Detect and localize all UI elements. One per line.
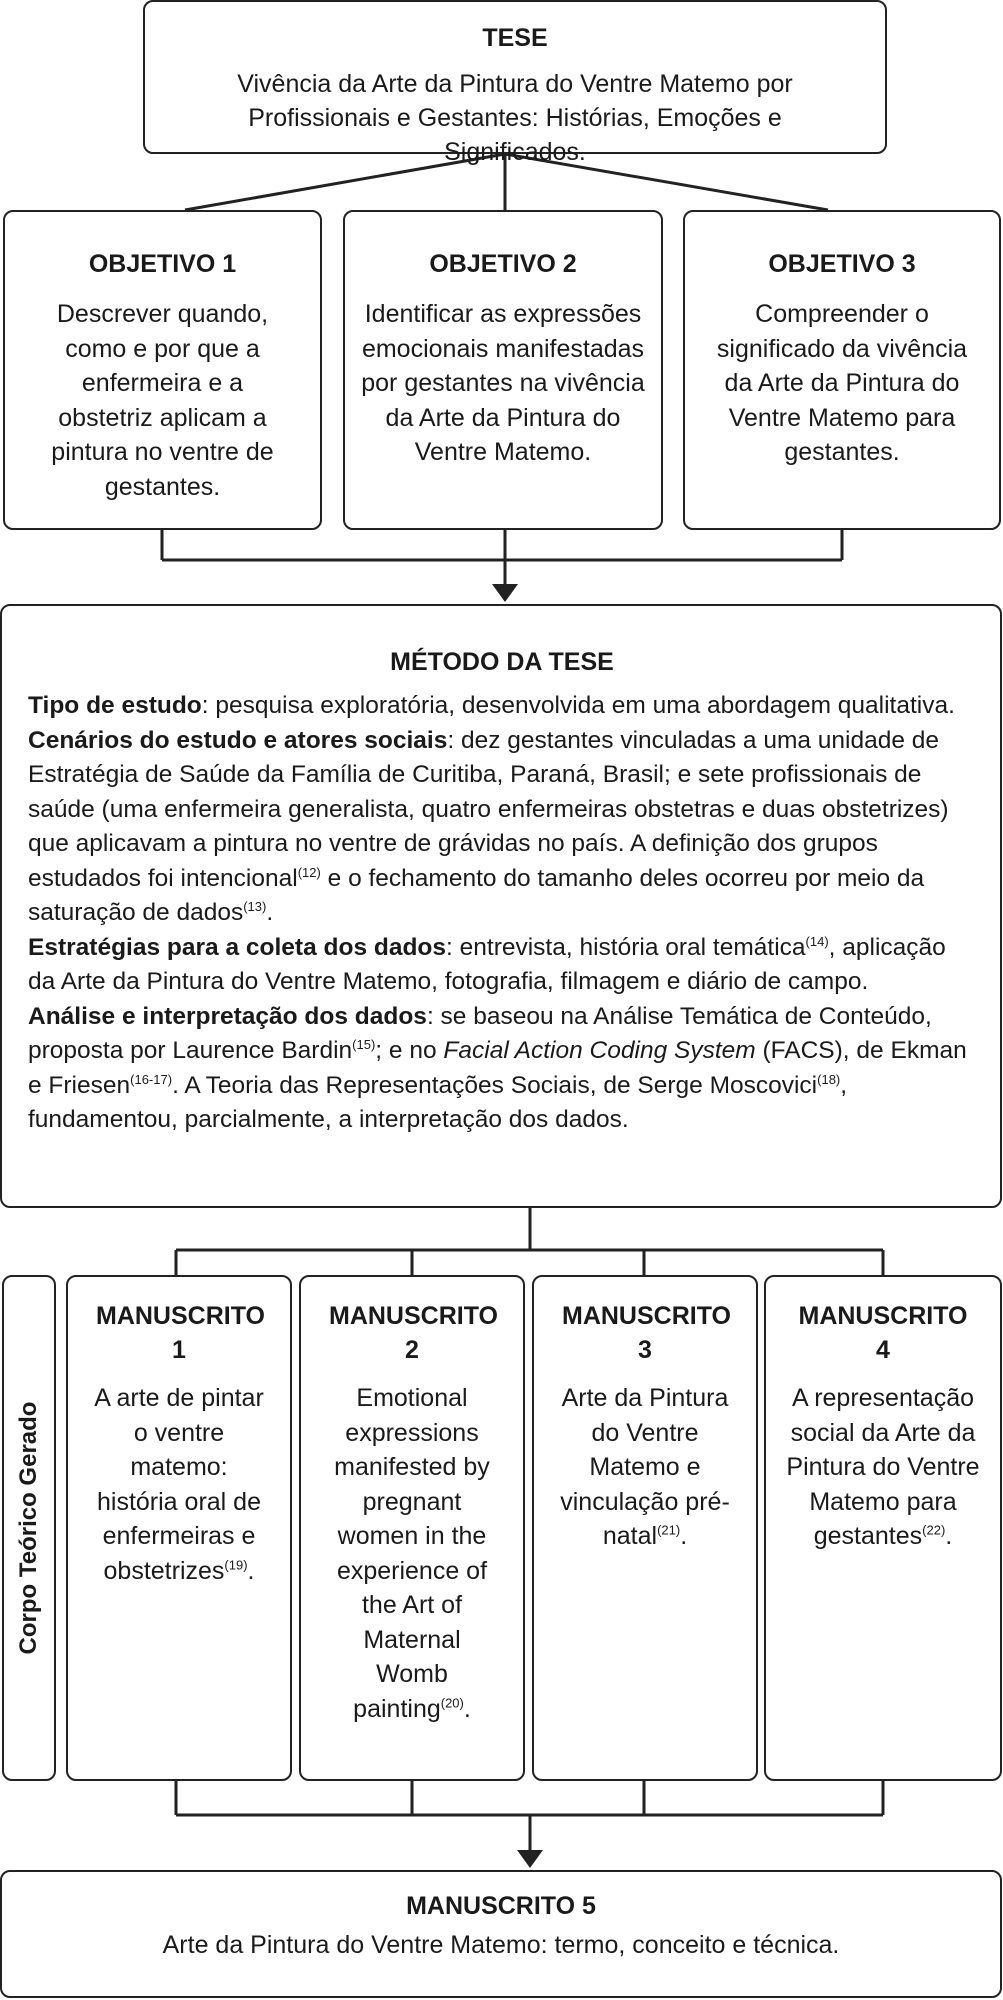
metodo-analise-text-2: ; e no: [375, 1037, 444, 1064]
manuscrito-3-box: [532, 1275, 758, 1781]
metodo-box: [0, 604, 1002, 1208]
metodo-analise-text-3: (FACS), de Ekman e Friesen: [28, 1037, 967, 1099]
manuscrito-2-text: [309, 1381, 515, 1726]
objetivo-3-box: [683, 210, 1001, 530]
tese-box: [143, 0, 887, 166]
manuscrito-5-title: MANUSCRITO 5: [406, 1892, 596, 1920]
manuscrito-1-end: .: [247, 1556, 255, 1585]
ref-14: (14): [805, 933, 829, 949]
metodo-cenarios-paragraph: [28, 724, 976, 931]
manuscrito-3-text: [542, 1381, 748, 1554]
corpo-teorico-label: Corpo Teórico Gerado: [15, 1401, 42, 1655]
metodo-analise-italic: Facial Action Coding System: [443, 1037, 756, 1064]
metodo-estrategias-text-2: , aplicação da Arte da Pintura do Ventre Matemo, fotografia, filmagem e diário de campo.: [28, 933, 946, 995]
manuscrito-2-box: [299, 1275, 525, 1781]
ref-22: (22): [922, 1522, 946, 1538]
metodo-analise-text-5: , fundamentou, parcialmente, a interpretação dos dados.: [28, 1071, 848, 1133]
manuscrito-5-box: [0, 1870, 1002, 1998]
manuscrito-4-text: [774, 1381, 992, 1554]
metodo-cenarios-text-1: : dez gestantes vinculadas a uma unidade de Estratégia de Saúde da Família de Curitiba, Paraná, Brasil; e sete profissionais de saúde (uma enfermeira generalista, quatro enfermeiras obstetras e duas obstetrizes) que aplicavam a pintura no ventre de grávidas no país. A definição dos grupos estudados foi intencional: [28, 726, 949, 892]
metodo-tipo-text: : pesquisa exploratória, desenvolvida em uma abordagem qualitativa.: [201, 692, 955, 719]
arrow-to-man5-icon: [517, 1850, 543, 1868]
objetivo-2-box: [343, 210, 663, 530]
manuscrito-1-title: MANUSCRITO 1: [96, 1302, 265, 1364]
ref-20: (20): [440, 1695, 464, 1711]
metodo-cenarios-text-2: e o fechamento do tamanho deles ocorreu por meio da saturação de dados: [28, 864, 925, 926]
metodo-tipo-label: Tipo de estudo: [28, 692, 202, 719]
manuscrito-2-body: Emotional expressions manifested by pregnant women in the experience of the Art of Maternal Womb painting: [334, 1384, 490, 1723]
ref-13: (13): [243, 898, 267, 914]
metodo-analise-paragraph: [28, 1000, 976, 1138]
objetivo-2-text: Identificar as expressões emocionais manifestadas por gestantes na vivência da Arte da Pintura do Ventre Matemo.: [361, 300, 645, 466]
manuscrito-4-body: A representação social da Arte da Pintura do Ventre Matemo para gestantes: [786, 1384, 980, 1550]
manuscrito-1-text: [76, 1381, 282, 1588]
manuscrito-2-end: .: [463, 1694, 471, 1723]
ref-15: (15): [352, 1036, 376, 1052]
objetivo-3-title: OBJETIVO 3: [768, 250, 916, 278]
metodo-estrategias-label: Estratégias para a coleta dos dados: [28, 933, 447, 961]
metodo-analise-text-4: . A Teoria das Representações Sociais, de Serge Moscovici: [172, 1071, 818, 1099]
metodo-estrategias-paragraph: [28, 931, 976, 1000]
objetivo-1-title: OBJETIVO 1: [88, 250, 237, 278]
manuscrito-3-title: MANUSCRITO 3: [562, 1302, 731, 1364]
manuscrito-4-end: .: [945, 1522, 953, 1550]
arrow-to-metodo-icon: [492, 584, 518, 602]
tese-title: TESE: [482, 24, 548, 52]
metodo-title: MÉTODO DA TESE: [390, 648, 614, 676]
manuscrito-3-body: Arte da Pintura do Ventre Matemo e vinculação pré-natal: [560, 1384, 730, 1550]
metodo-estrategias-text-1: : entrevista, história oral temática: [446, 933, 806, 961]
objetivo-3-text: Compreender o significado da vivência da Arte da Pintura do Ventre Matemo para gestantes.: [716, 300, 968, 466]
manuscrito-2-title: MANUSCRITO 2: [329, 1302, 498, 1364]
ref-16-17: (16-17): [130, 1071, 173, 1087]
ref-19: (19): [224, 1557, 248, 1573]
metodo-cenarios-label: Cenários do estudo e atores sociais: [28, 726, 448, 754]
metodo-analise-label: Análise e interpretação dos dados: [28, 1002, 427, 1030]
manuscrito-4-box: [764, 1275, 1002, 1781]
manuscrito-1-box: [66, 1275, 292, 1781]
objetivo-2-title: OBJETIVO 2: [429, 250, 577, 278]
objetivo-1-text: Descrever quando, como e por que a enfermeira e a obstetriz aplicam a pintura no ventre de gestantes.: [51, 300, 274, 501]
metodo-tipo-paragraph: [28, 689, 976, 724]
objetivo-1-box: [3, 210, 322, 530]
manuscrito-1-body: A arte de pintar o ventre matemo: história oral de enfermeiras e obstetrizes: [94, 1384, 264, 1585]
manuscrito-3-end: .: [680, 1522, 688, 1550]
ref-21: (21): [657, 1522, 681, 1538]
manuscrito-5-text: Arte da Pintura do Ventre Matemo: termo, conceito e técnica.: [162, 1931, 840, 1959]
manuscrito-4-title: MANUSCRITO 4: [798, 1302, 968, 1364]
ref-12: (12): [297, 864, 321, 880]
ref-18: (18): [817, 1071, 841, 1087]
metodo-analise-text-1: : se baseou na Análise Temática de Conteúdo, proposta por Laurence Bardin: [28, 1002, 932, 1064]
metodo-cenarios-text-3: .: [266, 899, 274, 926]
tese-text: Vivência da Arte da Pintura do Ventre Matemo por Profissionais e Gestantes: Histórias, Emoções e Significados.: [237, 70, 793, 166]
